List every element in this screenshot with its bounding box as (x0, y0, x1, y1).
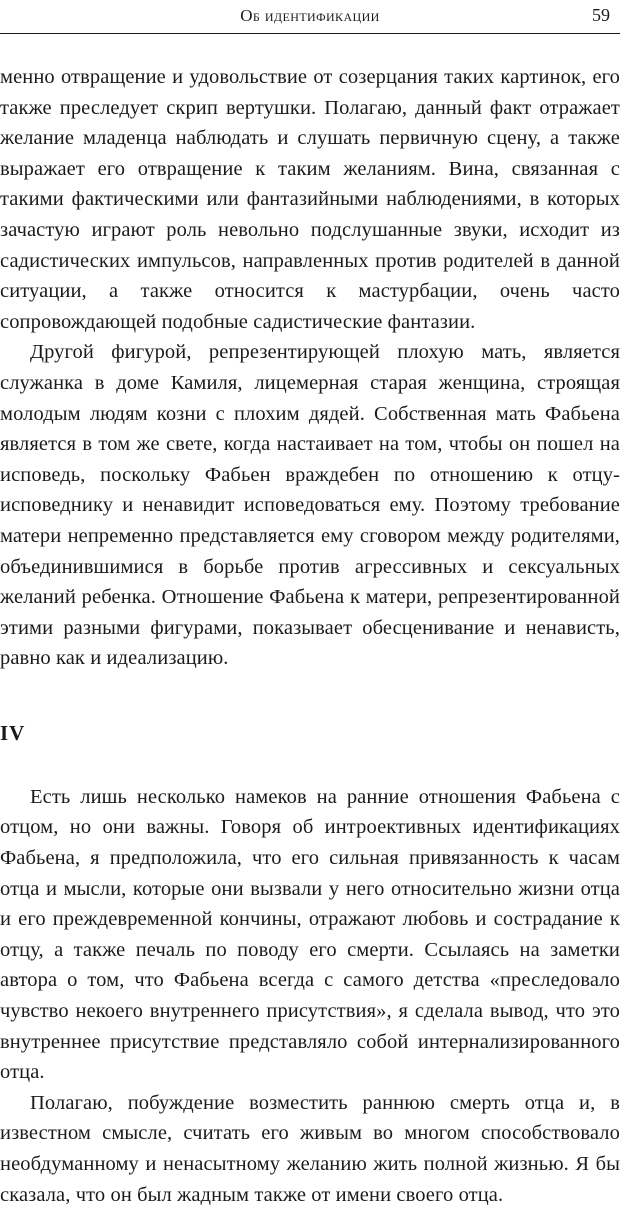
running-header (0, 2, 620, 34)
running-title: Об идентификации (240, 6, 380, 25)
paragraph: Полагаю, побуждение возместить раннюю смерть отца и, в известном смысле, считать его живым во многом способствовало необдуманному и ненасытному желанию жить полной жизнью. Я бы сказала, что он был жадным также от имени своего отца. (0, 1091, 620, 1206)
paragraph: Есть лишь несколько намеков на ранние отношения Фабьена с отцом, но они важны. Говоря об интроективных идентификациях Фабьена, я предположила, что его сильная привязанность к часам отца и мысли, которые они вызвали у него относительно жизни отца и его преждевременной кончины, отражают любовь и сострадание к отцу, а также печаль по поводу его смерти. Ссылаясь на заметки автора о том, что Фабьена всегда с самого детства «преследовало чувство некоего внутреннего присутствия», я сделала вывод, что это внутреннее присутствие представляло собой интернализированного отца. (0, 785, 620, 1084)
body-text (0, 62, 620, 1210)
paragraph: менно отвращение и удовольствие от созерцания таких картинок, его также преследует скрип вертушки. Полагаю, данный факт отражает желание младенца наблюдать и слушать первичную сцену, а также выражает его отвращение к таким желаниям. Вина, связанная с такими фактическими или фантазийными наблюдениями, в которых зачастую играют роль невольно подслушанные звуки, исходит из садистических импульсов, направленных против родителей в данной ситуации, а также относится к мастурбации, очень часто сопровождающей подобные садистические фантазии. (0, 66, 620, 333)
page-number: 59 (592, 5, 610, 25)
section-heading: IV (0, 720, 26, 745)
paragraph: Другой фигурой, репрезентирующей плохую мать, является служанка в доме Камиля, лицемерная старая женщина, строящая молодым людям козни с плохим дядей. Собственная мать Фабьена является в том же свете, когда настаивает на том, чтобы он пошел на исповедь, поскольку Фабьен враждебен по отношению к отцу-исповеднику и ненавидит исповедоваться ему. Поэтому требование матери непременно представляется ему сговором между родителями, объединившимися в борьбе против агрессивных и сексуальных желаний ребенка. Отношение Фабьена к матери, репрезентированной этими разными фигурами, показывает обесценивание и ненависть, равно как и идеализацию. (0, 341, 620, 670)
